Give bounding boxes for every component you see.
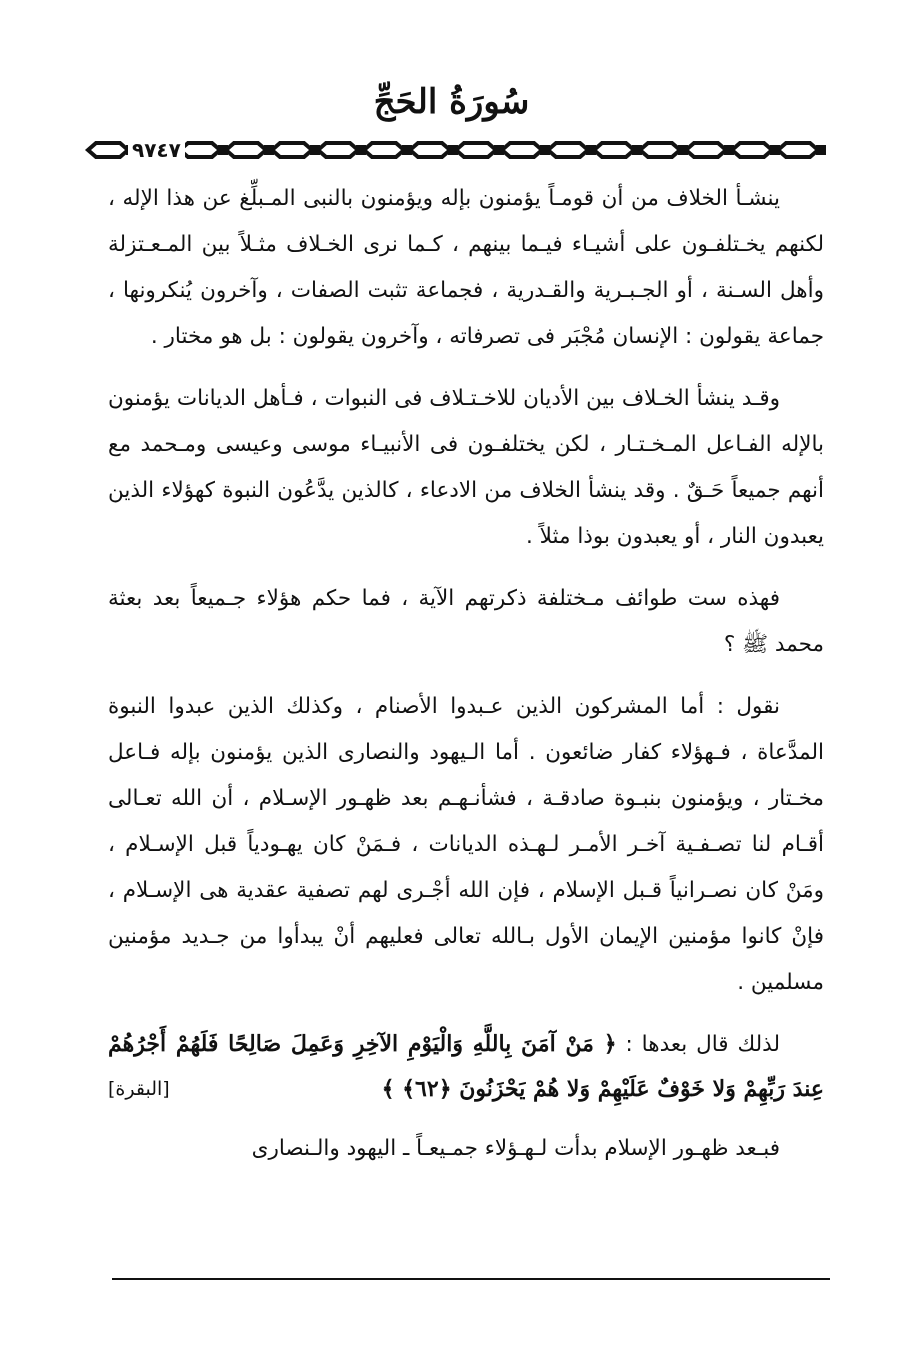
page-number: ٩٧٤٧ [128, 138, 185, 162]
ornament-link [456, 143, 496, 157]
ornament-link [778, 143, 818, 157]
header-ornament-border [84, 138, 850, 162]
quran-verse: ﴿ مَنْ آمَنَ بِاللَّهِ وَالْيَوْمِ الآخِرِ وَعَمِلَ صَالِحًا فَلَهُمْ أَجْرُهُمْ عِندَ رَبِّهِمْ وَلا خَوْفٌ عَلَيْهِمْ وَلا هُمْ يَحْزَنُونَ ﴿٦٢﴾ ﴾ [108, 1031, 824, 1102]
quran-intro: لذلك قال بعدها : [625, 1032, 780, 1057]
ornament-link [364, 143, 404, 157]
paragraph-1: ينشـأ الخلاف من أن قومـاً يؤمنون بإله ويؤمنون بالنبى المـبلِّغ عن هذا الإله ، لكنهم يخـتلفـون على أشيـاء فيـما بينهم ، كـما نرى الخـلاف مثـلاً بين المـعـتزلة وأهل السـنة ، أو الجـبـرية والقـدرية ، فجماعة تثبت الصفات ، وآخرون يُنكرونها ، جماعة يقولون : الإنسان مُجْبَر فى تصرفاته ، وآخرون يقولون : بل هو مختار . [108, 186, 824, 349]
ornament-link [180, 143, 220, 157]
paragraph-3: فهذه ست طوائف مـختلفة ذكرتهم الآية ، فما حكم هؤلاء جـميعاً بعد بعثة محمد ﷺ ؟ [108, 586, 824, 657]
ornament-link [410, 143, 450, 157]
ornament-link [272, 143, 312, 157]
ornament-link [226, 143, 266, 157]
ornament-link [548, 143, 588, 157]
ornament-link [594, 143, 634, 157]
ornament-link [686, 143, 726, 157]
ornament-link [502, 143, 542, 157]
ornament-dot [818, 147, 824, 153]
surah-reference: [البقرة] [108, 1078, 170, 1100]
ornament-link [732, 143, 772, 157]
footer-rule [112, 1278, 830, 1280]
page-body [108, 176, 824, 1188]
paragraph-2: وقـد ينشأ الخـلاف بين الأديان للاخـتـلاف فى النبوات ، فـأهل الديانات يؤمنون بالإله الفـاعل المـخـتـار ، لكن يختلفـون فى الأنبيـاء موسى وعيسى ومـحمد مع أنهم جميعاً حَـقٌ . وقد ينشأ الخلاف من الادعاء ، كالذين يدَّعُون النبوة كهؤلاء الذين يعبدون النار ، أو يعبدون بوذا مثلاً . [108, 386, 824, 549]
paragraph-4: نقول : أما المشركون الذين عـبدوا الأصنام ، وكذلك الذين عبدوا النبوة المدَّعاة ، فـهؤلاء كفار ضائعون . أما الـيهود والنصارى الذين يؤمنون بإله فـاعل مخـتار ، ويؤمنون بنبـوة صادقـة ، فشأنـهـم بعد ظهـور الإسـلام ، أن الله تعـالى أقـام لنا تصـفـية آخـر الأمـر لـهـذه الديانات ، فـمَنْ كان يهـودياً قبل الإسـلام ، ومَنْ كان نصـرانياً قـبل الإسلام ، فإن الله أجْـرى لهم تصفية عقدية هى الإسـلام ، فإنْ كانوا مؤمنين الإيمان الأول بـالله تعالى فعليهم أنْ يبدأوا من جـديد مؤمنين مسلمين . [108, 694, 824, 995]
ornament-link [318, 143, 358, 157]
surah-title: سُورَةُ الحَجِّ [373, 82, 530, 122]
quran-quote-block [108, 1022, 824, 1112]
ornament-link [88, 143, 128, 157]
ornament-link [640, 143, 680, 157]
paragraph-5: فبـعد ظهـور الإسلام بدأت لـهـؤلاء جمـيعـاً ـ اليهود والـنصارى [251, 1136, 780, 1161]
